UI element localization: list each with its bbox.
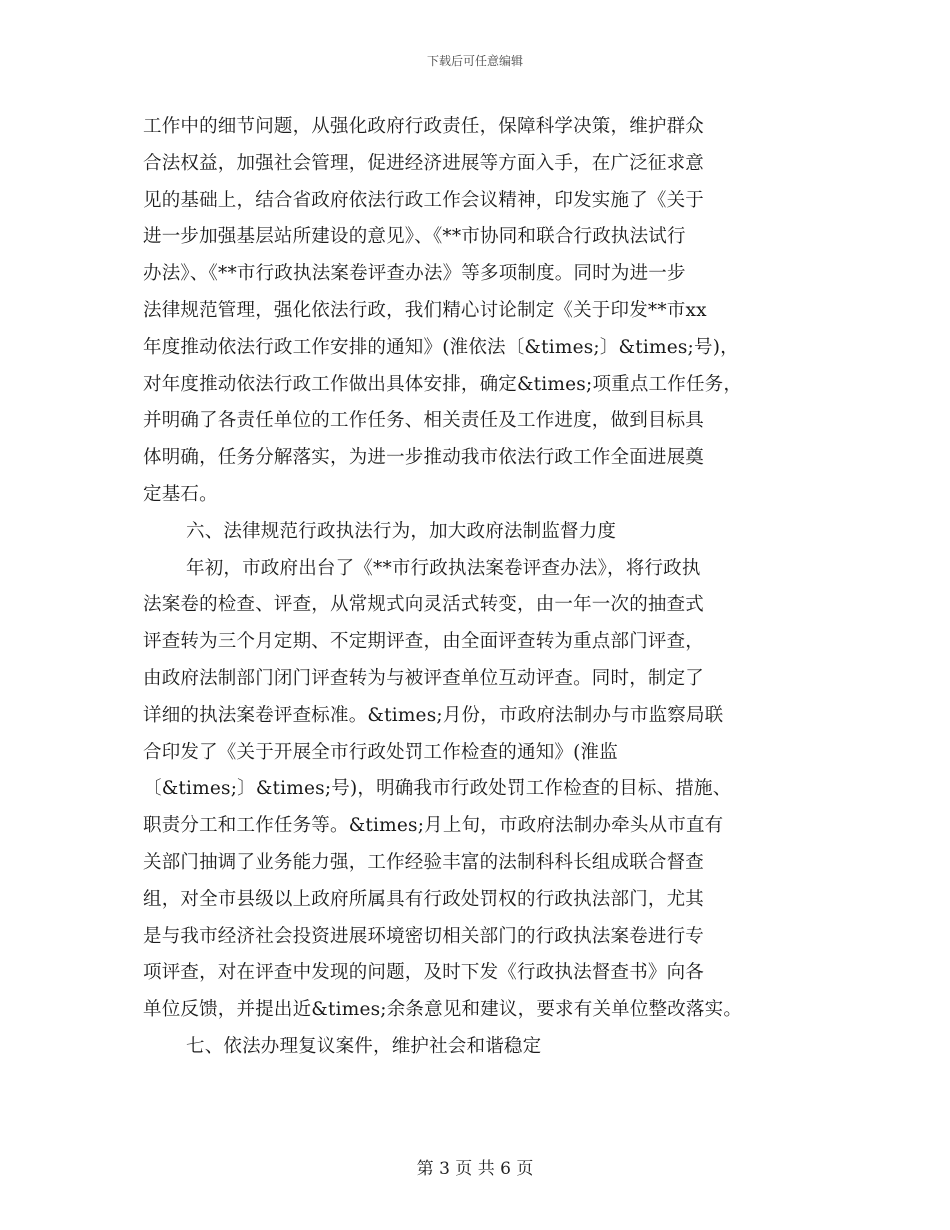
text-line: 评查转为三个月定期、不定期评查，由全面评查转为重点部门评查，: [143, 631, 705, 653]
page-footer: 第 3 页 共 6 页: [416, 1159, 534, 1179]
text-line: 关部门抽调了业务能力强，工作经验丰富的法制科科长组成联合督查: [143, 851, 705, 873]
text-line: 详细的执法案卷评查标准。&times;月份，市政府法制办与市监察局联: [143, 704, 724, 726]
text-line: 单位反馈，并提出近&times;余条意见和建议，要求有关单位整改落实。: [143, 999, 743, 1021]
document-body: [143, 109, 828, 1066]
text-line: 体明确，任务分解落实，为进一步推动我市依法行政工作全面进展奠: [143, 447, 705, 469]
text-line: 合法权益，加强社会管理，促进经济进展等方面入手，在广泛征求意: [143, 152, 705, 174]
text-line: 法案卷的检查、评查，从常规式向灵活式转变，由一年一次的抽查式: [143, 594, 705, 616]
text-line: 进一步加强基层站所建设的意见》、《**市协同和联合行政执法试行: [143, 226, 686, 248]
text-line: 见的基础上，结合省政府依法行政工作会议精神，印发实施了《关于: [143, 189, 705, 211]
text-line: 项评查，对在评查中发现的问题，及时下发《行政执法督查书》向各: [143, 962, 705, 984]
text-line: 是与我市经济社会投资进展环境密切相关部门的行政执法案卷进行专: [143, 925, 705, 947]
page-header: 下载后可任意编辑: [426, 54, 523, 68]
text-line: 〔&times;〕&times;号)，明确我市行政处罚工作检查的目标、措施、: [143, 778, 732, 800]
text-line: 对年度推动依法行政工作做出具体安排，确定&times;项重点工作任务，: [143, 373, 743, 395]
text-line: 年度推动依法行政工作安排的通知》(淮依法〔&times;〕&times;号)，: [143, 336, 739, 358]
text-line: 工作中的细节问题，从强化政府行政责任，保障科学决策，维护群众: [143, 116, 705, 137]
text-line: 六、法律规范行政执法行为，加大政府法制监督力度: [186, 520, 617, 542]
text-line: 年初，市政府出台了《**市行政执法案卷评查办法》，将行政执: [186, 557, 701, 579]
text-line: 组，对全市县级以上政府所属具有行政处罚权的行政执法部门，尤其: [143, 888, 705, 910]
text-line: 定基石。: [143, 483, 218, 505]
text-line: 并明确了各责任单位的工作任务、相关责任及工作进度，做到目标具: [143, 410, 705, 432]
text-line: 七、依法办理复议案件，维护社会和谐稳定: [186, 1035, 542, 1057]
text-line: 由政府法制部门闭门评查转为与被评查单位互动评查。同时，制定了: [143, 667, 705, 689]
text-line: 职责分工和工作任务等。&times;月上旬，市政府法制办牵头从市直有: [143, 815, 724, 837]
text-line: 合印发了《关于开展全市行政处罚工作检查的通知》(淮监: [143, 741, 618, 763]
text-line: 办法》、《**市行政执法案卷评查办法》等多项制度。同时为进一步: [143, 263, 686, 285]
text-line: 法律规范管理，强化依法行政，我们精心讨论制定《关于印发**市xx: [143, 299, 707, 321]
